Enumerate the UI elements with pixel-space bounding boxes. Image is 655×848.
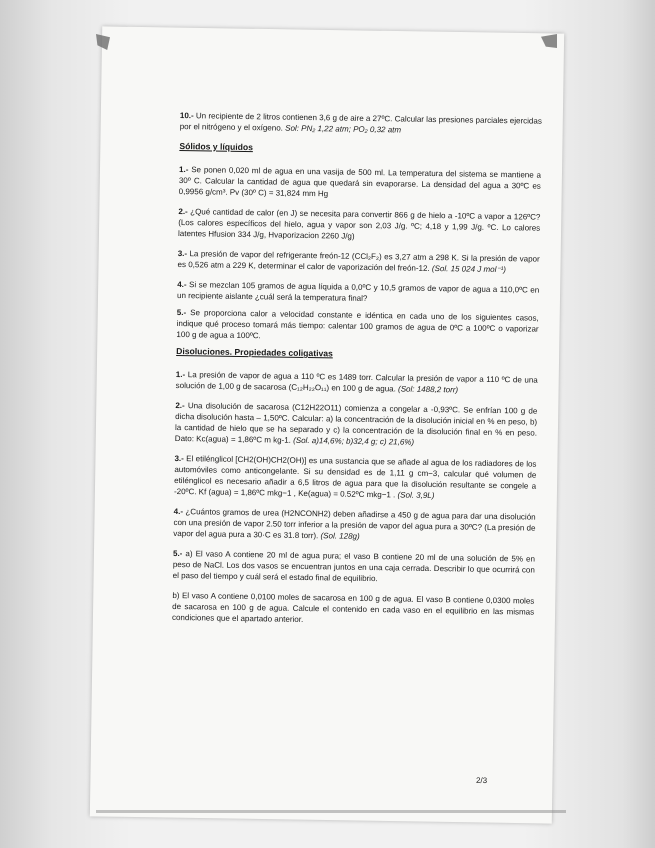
problem-solution: Sol: PN₂ 1,22 atm; PO₂ 0,32 atm	[285, 123, 402, 135]
solution-problem-1	[176, 369, 538, 397]
problem-text: ¿Qué cantidad de calor (en J) se necesita para convertir 866 g de hielo a -10ºC a vapor a 126ºC? (Los calores específicos del hielo, agua y vapor son 2,03 J/g. ºC; 4,18 y 1,99 J/g. ºC. Lo calores latentes Hfusion 334 J/g, Hvaporizacion 2260 J/g)	[177, 207, 541, 241]
problem-text: a) El vaso A contiene 20 ml de agua pura; el vaso B contiene 20 ml de una solución de 5% en peso de NaCl. Los dos vasos se encuentran juntos en una caja cerrada. Describir lo que ocurrirá con el paso del tiempo y cuál será el estado final de equilibrio.	[172, 549, 536, 584]
problem-number: 4.-	[177, 279, 187, 290]
solution-problem-5b: b) El vaso A contiene 0,0100 moles de sacarosa en 100 g de agua. El vaso B contiene 0,0300 moles de sacarosa en 100 g de agua. Calcule el contenido en cada vaso en el equilibrio en las mismas condiciones que el apartado anterior.	[171, 590, 535, 624]
solid-problem-5	[176, 307, 538, 346]
problem-number: 2.-	[178, 206, 188, 217]
solid-problem-1	[179, 164, 541, 203]
solid-problem-3	[177, 248, 539, 276]
problem-number: 1.-	[178, 164, 189, 175]
solid-problem-4	[177, 279, 539, 307]
problem-number: 5.-	[172, 548, 183, 559]
problem-solution: (Sol. 128g)	[320, 531, 360, 541]
problem-text: Si se mezclan 105 gramos de agua líquida a 0,0ºC y 10,5 gramos de vapor de agua a 110,0ºC en un recipiente aislante ¿cuál será la temperatura final?	[177, 280, 540, 303]
section-heading-disoluciones: Disoluciones. Propiedades coligativas	[176, 345, 333, 359]
problem-number: 5.-	[176, 307, 187, 318]
problem-number: 3.-	[177, 248, 188, 259]
section-heading-solidos: Sólidos y líquidos	[179, 140, 254, 153]
problem-text: La presión de vapor de agua a 110 ºC es 1489 torr. Calcular la presión de vapor a 110 ºC de una solución de 1,00 g de sacarosa (C₁₂H₂₂O₁₁) en 100 g de agua.	[175, 370, 538, 394]
solution-problem-2	[175, 400, 538, 450]
page-number: 2/3	[475, 775, 488, 786]
problem-solution: (Sol. 3,9L)	[397, 490, 435, 501]
problem-text: ¿Cuántos gramos de urea (H2NCONH2) deben añadirse a 450 g de agua para dar una disolución con una presión de vapor 2.50 torr inferior a la presión de vapor del agua pura a 30ºC? (La presión de vapor del agua pura a 30·C es 31.8 torr).	[173, 507, 536, 541]
solution-problem-5	[173, 548, 535, 587]
problem-10	[180, 110, 542, 138]
problem-number: 3.-	[174, 453, 184, 464]
problem-text: Se ponen 0,020 ml de agua en una vasija de 500 ml. La temperatura del sistema se mantiene a 30º C. Calcular la cantidad de agua que quedará sin evaporarse. La densidad del agua a 30ºC es 0,9956 g/cm³. Pv (30º C) = 31,824 mm Hg	[178, 165, 542, 199]
problem-solution: (Sol. a)14,6%; b)32,4 g; c) 21,6%)	[293, 435, 415, 447]
problem-text: Una disolución de sacarosa (C12H22O11) comienza a congelar a -0,93ºC. Se enfrían 100 g de dicha disolución hasta – 1,50ºC. Calcular: a) la concentración de la disolución inicial en % en peso, b) la cantidad de hielo que se ha separado y c) la concentración de la disolución final en % en peso. Dato: Kc(agua) = 1,86ºC m kg-1.	[174, 401, 538, 445]
solution-problem-3	[174, 453, 537, 503]
problem-solution: (Sol: 1488,2 torr)	[398, 384, 459, 395]
solution-problem-4	[173, 506, 535, 545]
problem-text: Un recipiente de 2 litros contienen 3,6 g de aire a 27ºC. Calcular las presiones parciales ejercidas por el nitrógeno y el oxígeno.	[179, 111, 542, 133]
paper-bottom-edge	[96, 810, 566, 813]
problem-number: 1.-	[175, 369, 186, 380]
problem-text: Se proporciona calor a velocidad constante e idéntica en cada uno de los siguientes casos, indique qué proceso tomará más tiempo: calentar 100 gramos de agua de 0ºC a 100ºC o vaporizar 100 g de agua a 100ºC.	[176, 308, 539, 341]
problem-number: 10.-	[179, 110, 194, 121]
problem-solution: (Sol. 15 024 J mol⁻¹)	[431, 263, 507, 275]
problem-text: La presión de vapor del refrigerante freón-12 (CCl₂F₂) es 3,27 atm a 298 K. Si la presión de vapor es 0,526 atm a 229 K, determinar el calor de vaporización del freón-12.	[177, 249, 540, 273]
problem-number: 2.-	[175, 400, 185, 411]
problem-number: 4.-	[173, 506, 184, 517]
document-content	[172, 110, 542, 638]
problem-text: El etilénglicol [CH2(OH)CH2(OH)] es una sustancia que se añade al agua de los radiadores de los automóviles como anticongelante. Si su densidad es de 1,11 g cm−3, calcular qué volumen de etilénglicol es necesario añadir a 6,5 litros de agua para que la disolución resultante se congele a -20ºC. Kf (agua) = 1,86ºC mkg−1 , Ke(agua) = 0.52ºC mkg−1 .	[173, 454, 537, 500]
solid-problem-2	[178, 206, 540, 245]
